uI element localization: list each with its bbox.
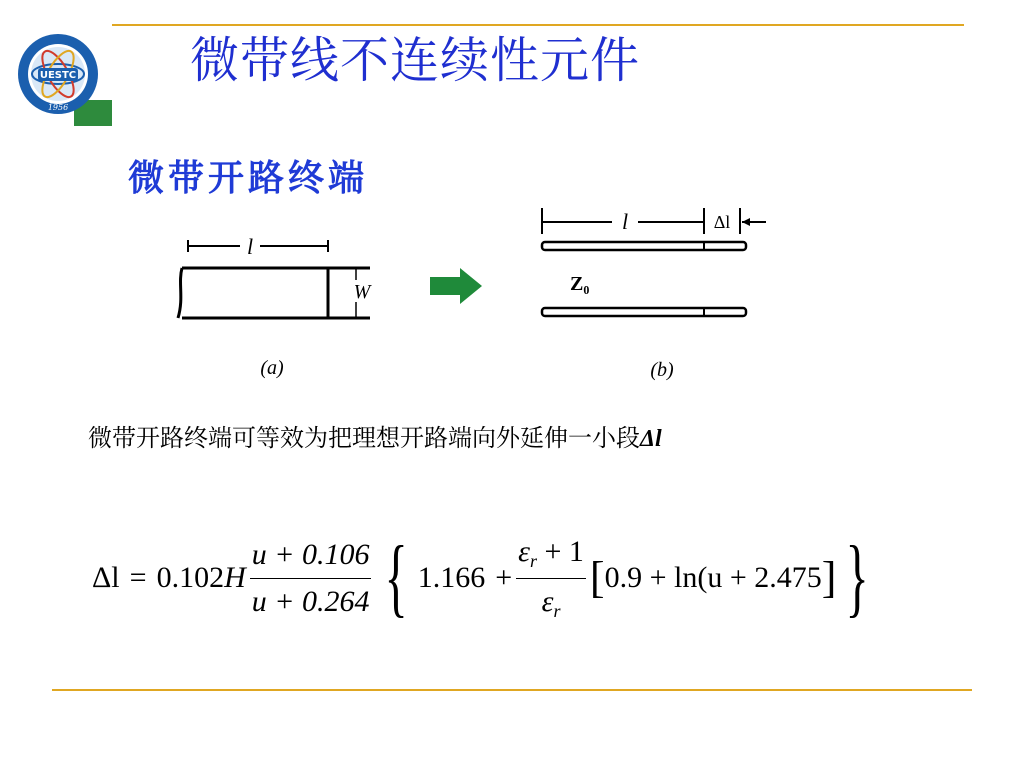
figure-a-open-end <box>170 228 390 388</box>
formula-left-bracket: [ <box>589 553 605 602</box>
formula-lhs: Δl <box>92 561 120 594</box>
formula-epsilon-den: ε <box>541 584 554 618</box>
figure-b-extension-label: Δl <box>713 212 731 232</box>
description-delta-l: Δl <box>640 426 662 452</box>
bottom-accent-line <box>52 689 972 691</box>
formula-constant: 1.166 <box>417 561 486 594</box>
formula-fraction-2-denominator <box>540 579 563 622</box>
formula-fraction-2 <box>516 535 586 622</box>
description-body: 微带开路终端可等效为把理想开路端向外延伸一小段 <box>88 424 640 452</box>
uestc-logo-icon <box>14 26 102 122</box>
formula-epsilon-sub: r <box>529 550 537 571</box>
formula-coefficient: 0.102 <box>156 561 225 594</box>
slide-title: 微带线不连续性元件 <box>190 32 641 89</box>
figure-b-equivalent-line <box>530 196 790 388</box>
logo-text: UESTC <box>39 70 77 81</box>
figure-a-width-label: W <box>353 281 371 303</box>
open-end-formula: Δl = 0.102 H $\frac{u + 0.106}{u + 0.264}$ { 1.166 + $\frac{\varepsilon_r + 1}{\varepsilon_r}$ [ 0.9 + ln(u + 2.475 ] } <box>92 529 870 626</box>
formula-epsilon: ε <box>518 534 530 568</box>
top-accent-line <box>112 24 964 26</box>
formula-right-brace: } <box>845 529 870 626</box>
formula-left-brace: { <box>384 529 409 626</box>
figure-b-caption: (b) <box>650 359 674 381</box>
logo-year: 1956 <box>47 103 69 112</box>
figure-b-length-label: l <box>621 209 629 234</box>
section-subtitle: 微带开路终端 <box>128 157 369 199</box>
formula-fraction-1-numerator: u + 0.106 <box>250 538 372 579</box>
figure-a-length-label: l <box>246 234 254 259</box>
formula-h: H <box>224 561 246 594</box>
formula-fraction-2-numerator <box>516 535 586 579</box>
description-text <box>88 426 662 451</box>
formula-fraction-1 <box>250 538 372 619</box>
formula-plus-one: + 1 <box>544 534 584 568</box>
formula-right-bracket: ] <box>821 553 837 602</box>
formula-bracket-inner: 0.9 + ln(u + 2.475 <box>604 561 822 594</box>
right-arrow-icon <box>430 268 482 304</box>
formula-fraction-1-denominator: u + 0.264 <box>251 584 370 618</box>
figure-a-caption: (a) <box>260 357 284 379</box>
figure-b-impedance-label: Z₀ <box>570 273 590 295</box>
formula-epsilon-den-sub: r <box>553 600 561 621</box>
